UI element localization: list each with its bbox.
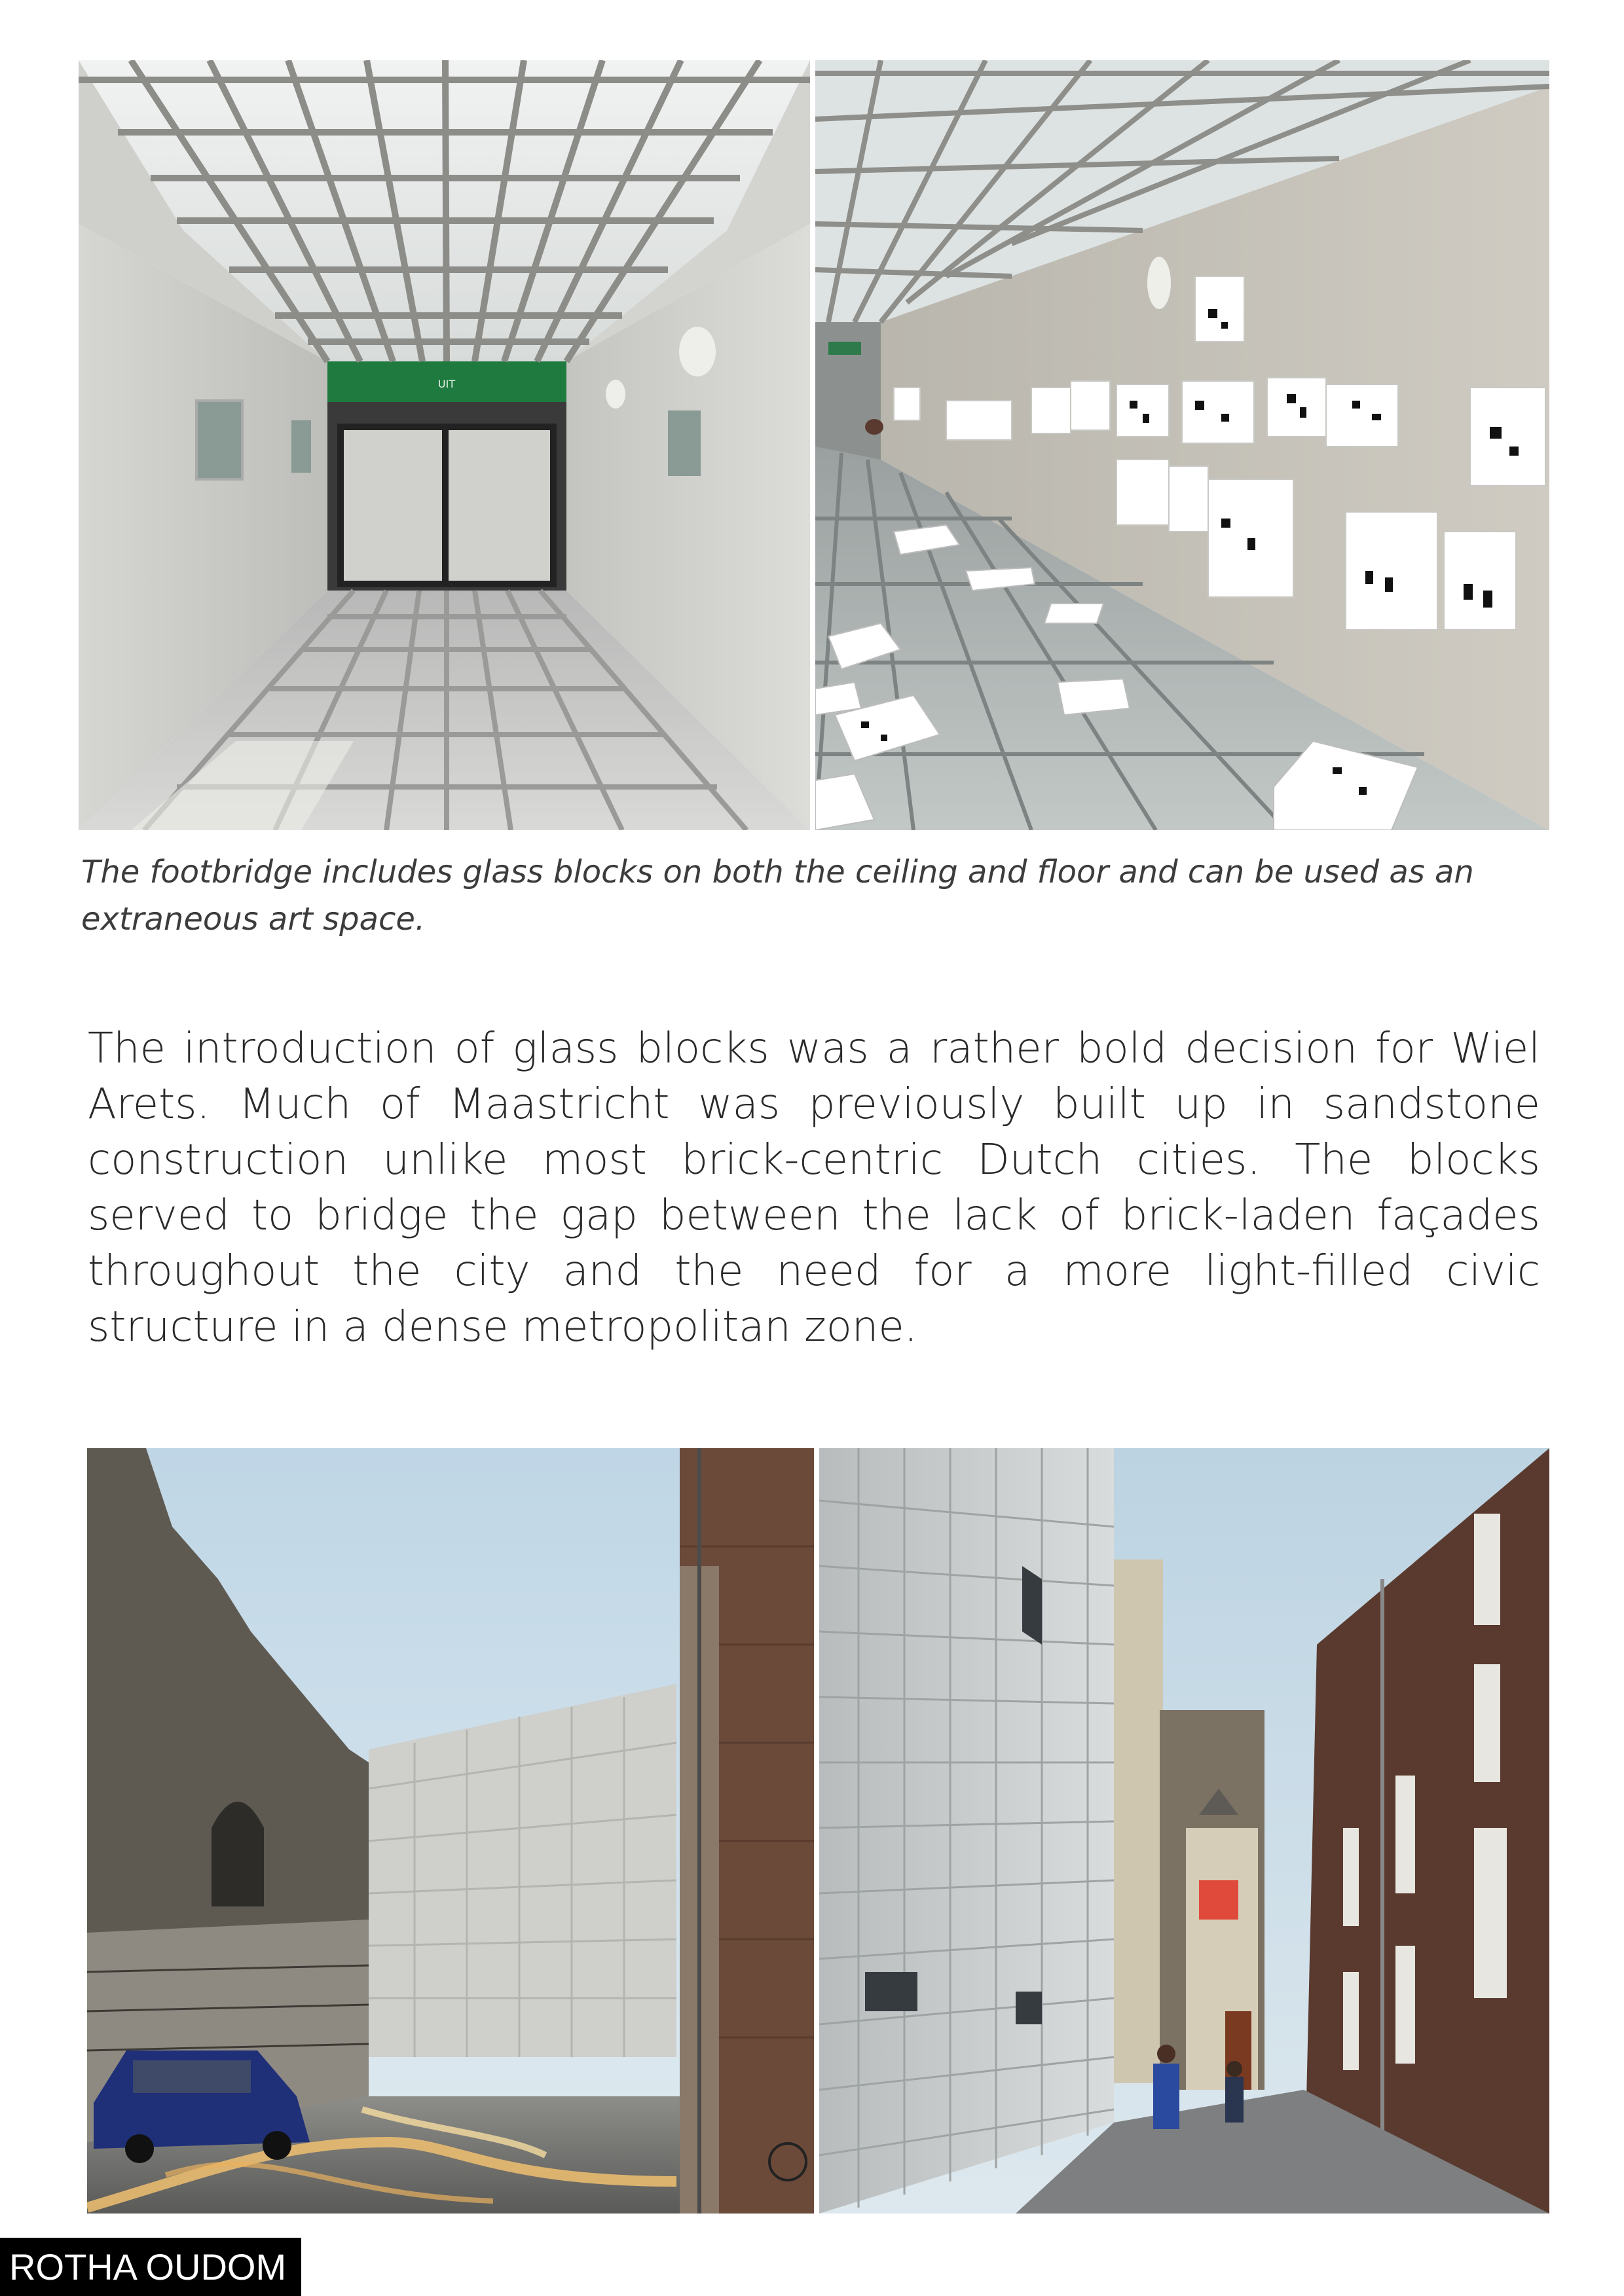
body-paragraph: The introduction of glass blocks was a rather bold decision for Wiel Arets. Much of Maastricht was previously built up in sandstone construction unlike most brick-centric Dutch cities. The blocks served to bridge the gap between the lack of brick-laden façades throughout the city and the need for a more light-filled civic structure in a dense metropolitan zone. bbox=[88, 1025, 1540, 1351]
glass-facade-alley-photo bbox=[819, 1448, 1549, 2214]
author-label: ROTHA OUDOM bbox=[0, 2238, 301, 2296]
church-and-glass-building-photo bbox=[87, 1448, 814, 2214]
footbridge-photo-empty bbox=[79, 60, 810, 830]
svg-text:UIT: UIT bbox=[437, 378, 456, 390]
photo-caption: The footbridge includes glass blocks on both the ceiling and floor and can be used as an extraneous art space. bbox=[81, 854, 1474, 938]
footbridge-photo-art bbox=[815, 60, 1549, 830]
